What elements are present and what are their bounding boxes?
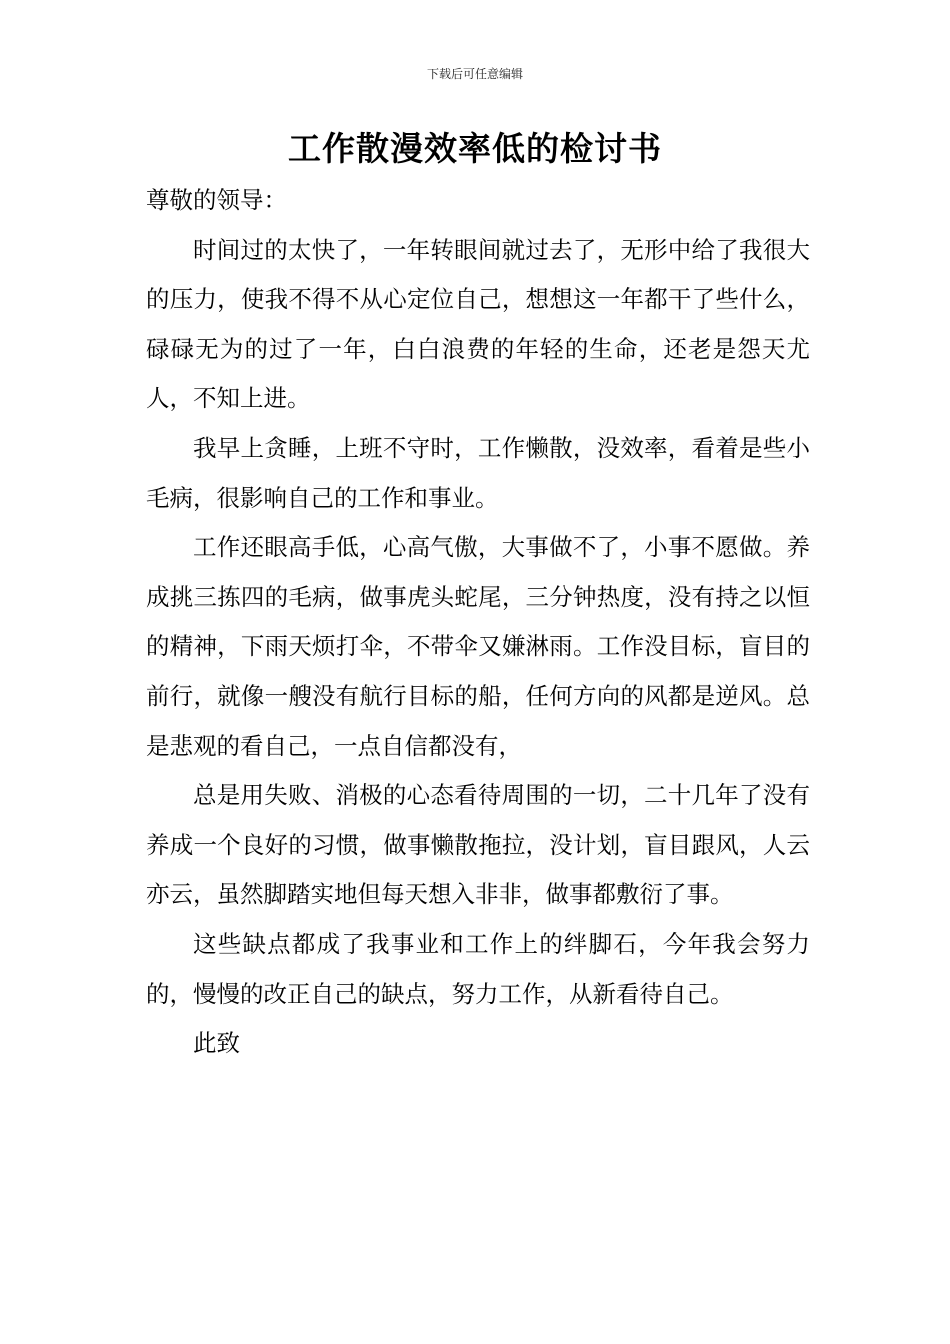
header-note: 下载后可任意编辑 xyxy=(426,67,523,81)
paragraph: 时间过的太快了，一年转眼间就过去了，无形中给了我很大的压力，使我不得不从心定位自己，想想这一年都干了些什么，碌碌无为的过了一年，白白浪费的年轻的生命，还老是怨天尤人，不知上进。 xyxy=(146,235,810,413)
salutation: 尊敬的领导： xyxy=(146,186,287,214)
document-body xyxy=(146,176,810,1069)
paragraph: 工作还眼高手低，心高气傲，大事做不了，小事不愿做。养成挑三拣四的毛病，做事虎头蛇尾，三分钟热度，没有持之以恒的精神，下雨天烦打伞，不带伞又嫌淋雨。工作没目标，盲目的前行，就像一艘没有航行目标的船，任何方向的风都是逆风。总是悲观的看自己，一点自信都没有， xyxy=(146,533,810,760)
paragraph: 总是用失败、消极的心态看待周围的一切，二十几年了没有养成一个良好的习惯，做事懒散拖拉，没计划，盲目跟风，人云亦云，虽然脚踏实地但每天想入非非，做事都敷衍了事。 xyxy=(146,781,810,909)
document-title: 工作散漫效率低的检讨书 xyxy=(288,129,662,168)
paragraph: 我早上贪睡，上班不守时，工作懒散，没效率，看着是些小毛病，很影响自己的工作和事业。 xyxy=(146,433,810,512)
closing: 此致 xyxy=(193,1029,240,1058)
paragraph: 这些缺点都成了我事业和工作上的绊脚石，今年我会努力的，慢慢的改正自己的缺点，努力工作，从新看待自己。 xyxy=(146,929,810,1008)
